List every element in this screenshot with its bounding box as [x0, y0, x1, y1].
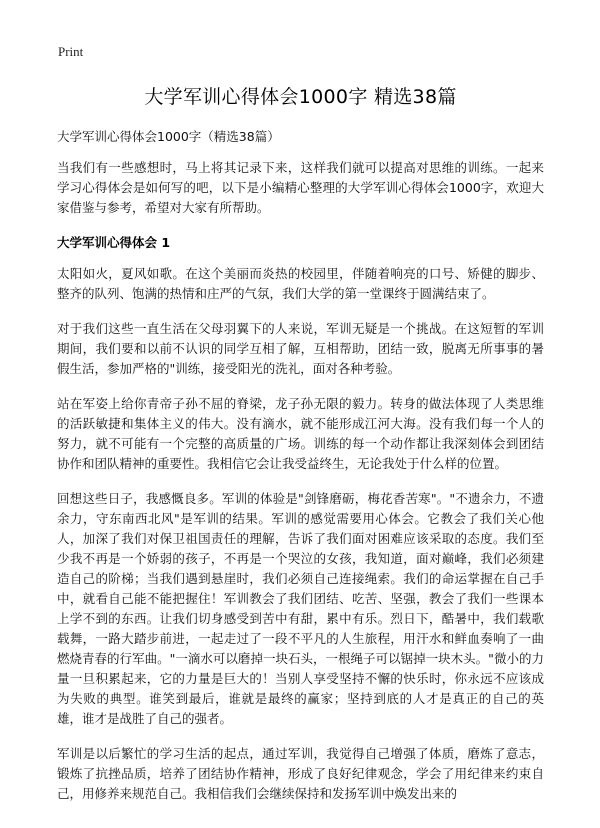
body-paragraph: 站在军姿上给你青帝子孙不屈的脊梁，龙子孙无限的毅力。转身的做法体现了人类思维的活跃敏捷和集体主义的伟大。没有滴水，就不能形成江河大海。没有我们每一个人的努力，就不可能有一个完整的高质量的广场。训练的每一个动作都让我深刻体会到团结协作和团队精神的重要性。我相信它会让我受益终生，无论我处于什么样的位置。 [57, 396, 544, 471]
body-paragraph: 回想这些日子，我感慨良多。军训的体验是"剑锋磨砺，梅花香苦寒"。"不遗余力，不遗余力，守东南西北风"是军训的结果。军训的感觉需要用心体会。它教会了我们关心他人，加深了我们对保卫祖国责任的理解，告诉了我们面对困难应该采取的态度。我们至少我不再是一个娇弱的孩子，不再是一个哭泣的女孩，我知道，面对巅峰，我们必须建造自己的阶梯；当我们遇到悬崖时，我们必须自己连接绳索。我们的命运掌握在自己手中，就看自己能不能把握住！军训教会了我们团结、吃苦、坚强，教会了我们一些课本上学不到的东西。让我们切身感受到苦中有甜，累中有乐。烈日下，酷暑中，我们载歌载舞，一路大踏步前进，一起走过了一段不平凡的人生旅程，用汗水和鲜血奏响了一曲燃烧青春的行军曲。"一滴水可以磨掉一块石头，一根绳子可以锯掉一块木头。"微小的力量一旦积累起来，它的力量是巨大的！当别人享受坚持不懈的快乐时，你永远不应该成为失败的典型。谁笑到最后，谁就是最终的赢家；坚持到底的人才是真正的自己的英雄，谁才是战胜了自己的强者。 [57, 491, 544, 726]
body-paragraph: 军训是以后繁忙的学习生活的起点，通过军训，我觉得自己增强了体质，磨炼了意志，锻炼了抗挫品质，培养了团结协作精神，形成了良好纪律观念，学会了用纪律来约束自己，用修养来规范自己。我相信我们会继续保持和发扬军训中焕发出来的 [57, 746, 544, 801]
intro-paragraph: 当我们有一些感想时，马上将其记录下来，这样我们就可以提高对思维的训练。一起来学习心得体会是如何写的吧，以下是小编精心整理的大学军训心得体会1000字，欢迎大家借鉴与参考，希望对大家有所帮助。 [57, 160, 544, 215]
document-subtitle: 大学军训心得体会1000字（精选38篇） [57, 129, 280, 144]
section-heading: 大学军训心得体会 1 [57, 235, 171, 250]
print-link[interactable]: Print [58, 44, 84, 59]
body-paragraph: 太阳如火，夏风如歌。在这个美丽而炎热的校园里，伴随着响亮的口号、矫健的脚步、整齐的队列、饱满的热情和庄严的气氛，我们大学的第一堂课终于圆满结束了。 [57, 266, 544, 301]
body-paragraph: 对于我们这些一直生活在父母羽翼下的人来说，军训无疑是一个挑战。在这短暂的军训期间，我们要和以前不认识的同学互相了解，互相帮助，团结一致，脱离无所事事的暑假生活，参加严格的"训练，接受阳光的洗礼，面对各种考验。 [57, 321, 544, 376]
page-title: 大学军训心得体会1000字 精选38篇 [144, 86, 457, 108]
document-body [57, 72, 544, 819]
